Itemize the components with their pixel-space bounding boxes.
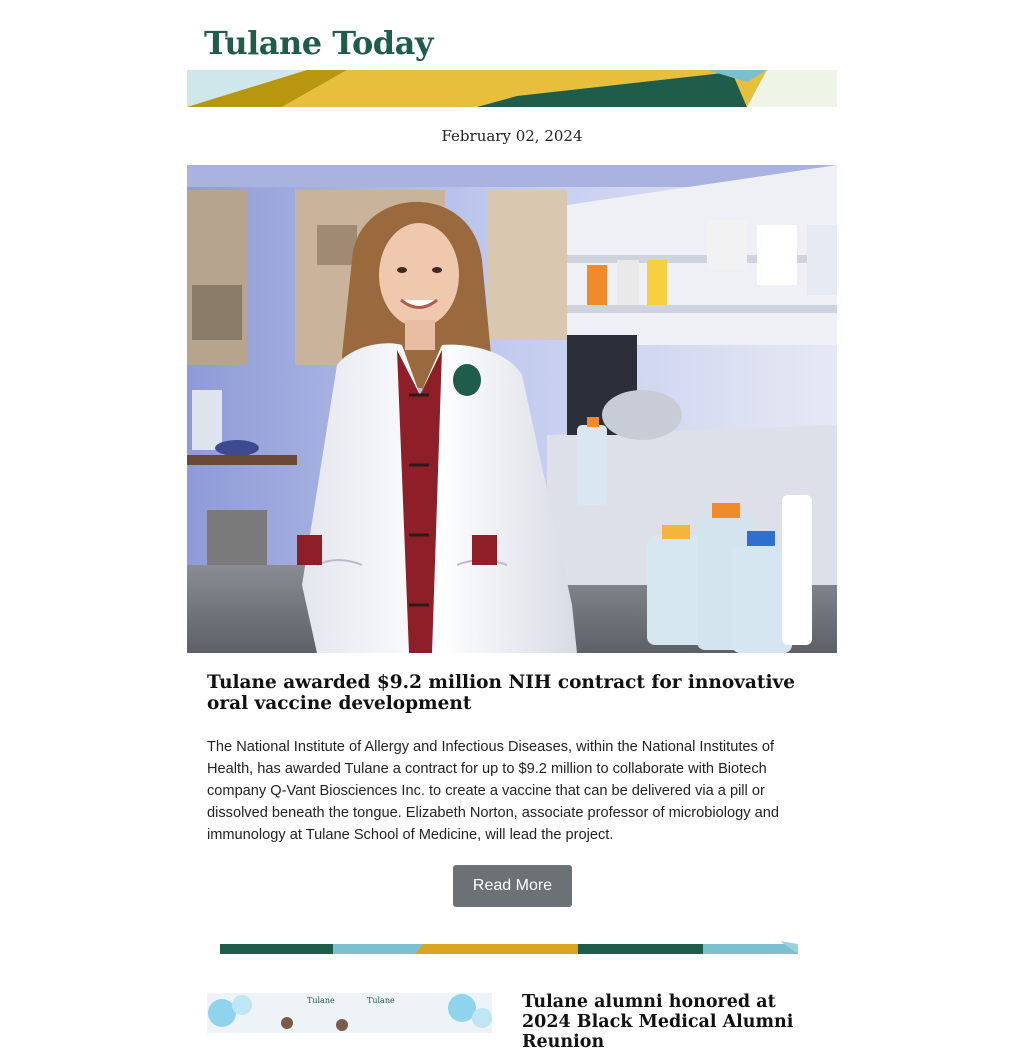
read-more-button[interactable]: Read More <box>453 865 572 907</box>
svg-text:Tulane: Tulane <box>367 996 395 1005</box>
newsletter-title[interactable]: Tulane Today <box>204 24 433 62</box>
newsletter-container <box>187 0 837 1052</box>
second-story-headline[interactable]: Tulane alumni honored at 2024 Black Medical Alumni Reunion <box>522 992 794 1052</box>
feature-headline[interactable]: Tulane awarded $9.2 million NIH contract for innovative oral vaccine development <box>207 672 795 714</box>
hero-image-lab-researcher[interactable] <box>187 165 837 653</box>
svg-text:Tulane: Tulane <box>307 996 335 1005</box>
section-divider-graphic <box>220 941 798 954</box>
newsletter-date: February 02, 2024 <box>441 127 583 145</box>
second-story-image[interactable] <box>207 993 492 1033</box>
feature-summary: The National Institute of Allergy and Infectious Diseases, within the National Institutes of Health, has awarded Tulane a contract for up to $9.2 million to collaborate with Biotech company Q-Vant Biosciences Inc. to create a vaccine that can be delivered via a pill or dissolved beneath the tongue. Elizabeth Norton, associate professor of microbiology and immunology at Tulane School of Medicine, will lead the project. <box>207 739 779 843</box>
header-banner-graphic <box>187 70 837 107</box>
